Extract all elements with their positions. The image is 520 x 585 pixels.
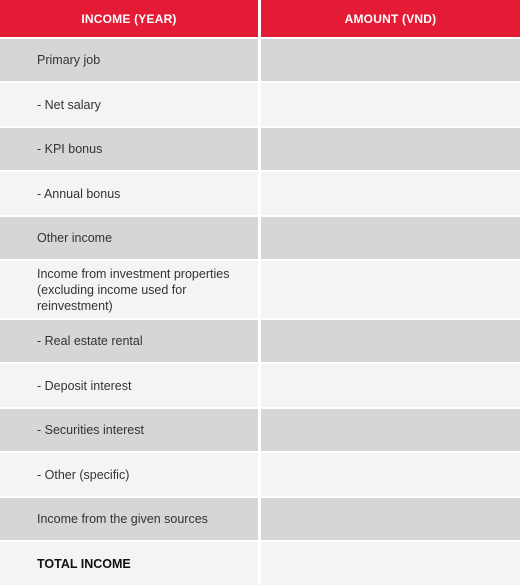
amount-input-primary-job[interactable] [261, 39, 520, 81]
amount-input-investment-properties[interactable] [261, 261, 520, 318]
table-row [0, 83, 520, 126]
row-label-deposit-interest: - Deposit interest [0, 364, 258, 407]
table-row [0, 261, 520, 318]
row-label-real-estate-rental: - Real estate rental [0, 320, 258, 362]
income-column-header: INCOME (YEAR) [0, 0, 258, 37]
amount-total-income [261, 542, 520, 585]
amount-input-other-specific[interactable] [261, 453, 520, 496]
row-label-other-specific: - Other (specific) [0, 453, 258, 496]
table-row [0, 320, 520, 362]
amount-input-kpi-bonus[interactable] [261, 128, 520, 170]
amount-input-given-sources[interactable] [261, 498, 520, 540]
row-label-given-sources: Income from the given sources [0, 498, 258, 540]
amount-input-annual-bonus[interactable] [261, 172, 520, 215]
row-label-net-salary: - Net salary [0, 83, 258, 126]
amount-column-header: AMOUNT (VND) [261, 0, 520, 37]
table-row [0, 364, 520, 407]
amount-input-deposit-interest[interactable] [261, 364, 520, 407]
table-row [0, 498, 520, 540]
row-label-kpi-bonus: - KPI bonus [0, 128, 258, 170]
table-row [0, 409, 520, 451]
table-row [0, 453, 520, 496]
amount-input-other-income[interactable] [261, 217, 520, 259]
amount-input-real-estate-rental[interactable] [261, 320, 520, 362]
table-row [0, 217, 520, 259]
row-label-primary-job: Primary job [0, 39, 258, 81]
amount-input-net-salary[interactable] [261, 83, 520, 126]
table-row [0, 542, 520, 585]
row-label-annual-bonus: - Annual bonus [0, 172, 258, 215]
row-label-securities-interest: - Securities interest [0, 409, 258, 451]
amount-input-securities-interest[interactable] [261, 409, 520, 451]
row-label-total-income: TOTAL INCOME [0, 542, 258, 585]
table-header [0, 0, 520, 37]
table-row [0, 39, 520, 81]
row-label-investment-properties: Income from investment properties (excluding income used for reinvestment) [0, 261, 258, 318]
table-row [0, 172, 520, 215]
table-row [0, 128, 520, 170]
row-label-other-income: Other income [0, 217, 258, 259]
